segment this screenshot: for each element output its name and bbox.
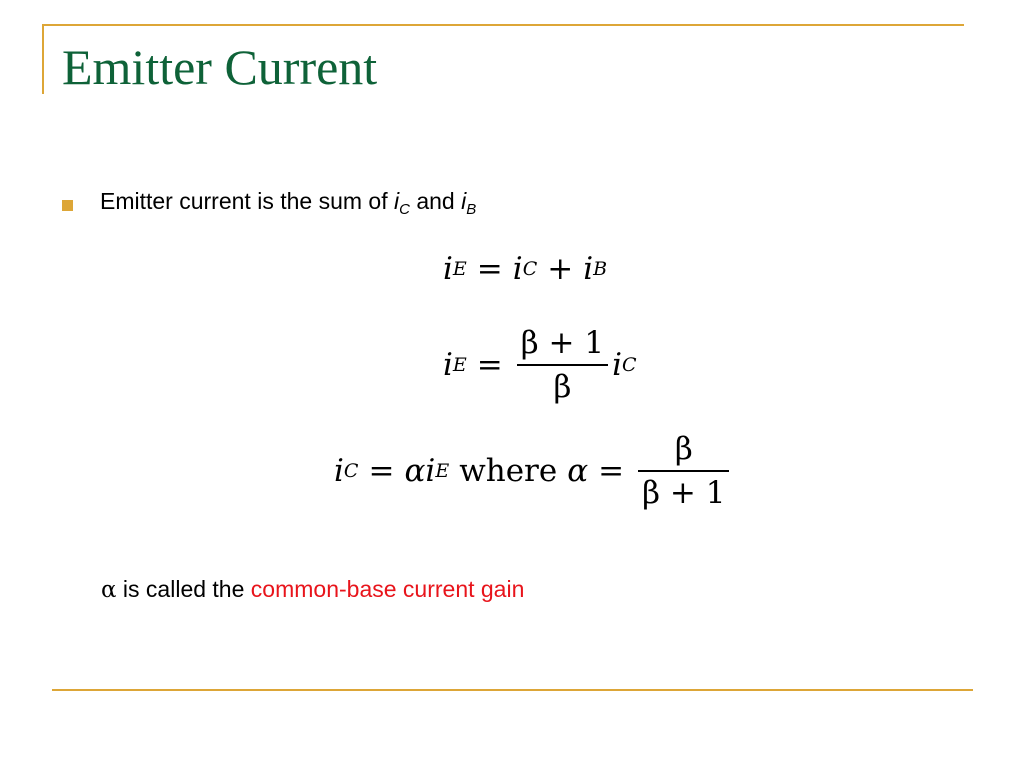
bottom-rule (52, 689, 973, 691)
note-alpha-symbol: α (101, 577, 117, 603)
bullet-text-and: and (409, 188, 462, 214)
slide-title: Emitter Current (62, 39, 378, 95)
eq1-term2: i (583, 251, 594, 287)
var-ib-subscript: B (466, 201, 477, 218)
var-ic: i (393, 188, 400, 214)
gain-note (101, 576, 524, 605)
eq2-term: i (612, 347, 623, 384)
eq2-term-sub: C (622, 354, 637, 377)
eq1-term2-sub: B (593, 258, 608, 280)
note-highlight: common-base current gain (250, 576, 525, 602)
eq2-lhs: i (443, 347, 453, 384)
eq1-lhs: i (443, 251, 453, 287)
eq3-where: where (459, 453, 558, 490)
bullet-text (100, 188, 476, 219)
eq1-lhs-sub: E (452, 258, 467, 280)
eq3-fraction (638, 432, 729, 510)
eq2-denominator: β (553, 369, 572, 406)
eq3-denominator: β + 1 (642, 475, 726, 512)
note-text: is called the (116, 576, 251, 602)
square-bullet-icon (62, 200, 73, 211)
eq3-lhs-sub: C (343, 460, 359, 483)
var-ib: i (461, 188, 467, 214)
eq2-numerator: β + 1 (520, 325, 605, 361)
equation-alpha-definition (334, 432, 733, 510)
eq1-term1: i (512, 251, 523, 287)
eq3-lhs: i (334, 453, 344, 490)
equation-emitter-sum (443, 251, 607, 287)
bullet-text-start: Emitter current is the sum of (100, 188, 394, 214)
eq2-fraction (517, 326, 608, 404)
eq3-equals-2: = (598, 453, 625, 490)
eq3-rhs-sub: E (435, 460, 450, 483)
eq2-equals: = (476, 347, 503, 384)
eq2-lhs-sub: E (452, 354, 467, 377)
eq1-plus: + (547, 251, 574, 287)
eq3-alpha: α (567, 453, 589, 490)
left-rule (42, 24, 44, 94)
eq3-numerator: β (674, 431, 693, 467)
eq1-equals: = (476, 251, 503, 287)
equation-emitter-beta (443, 326, 637, 404)
var-ic-subscript: C (399, 201, 410, 218)
eq1-term1-sub: C (522, 258, 538, 280)
eq3-rhs: αi (404, 453, 436, 490)
top-rule (42, 24, 964, 26)
eq3-equals: = (368, 453, 395, 490)
